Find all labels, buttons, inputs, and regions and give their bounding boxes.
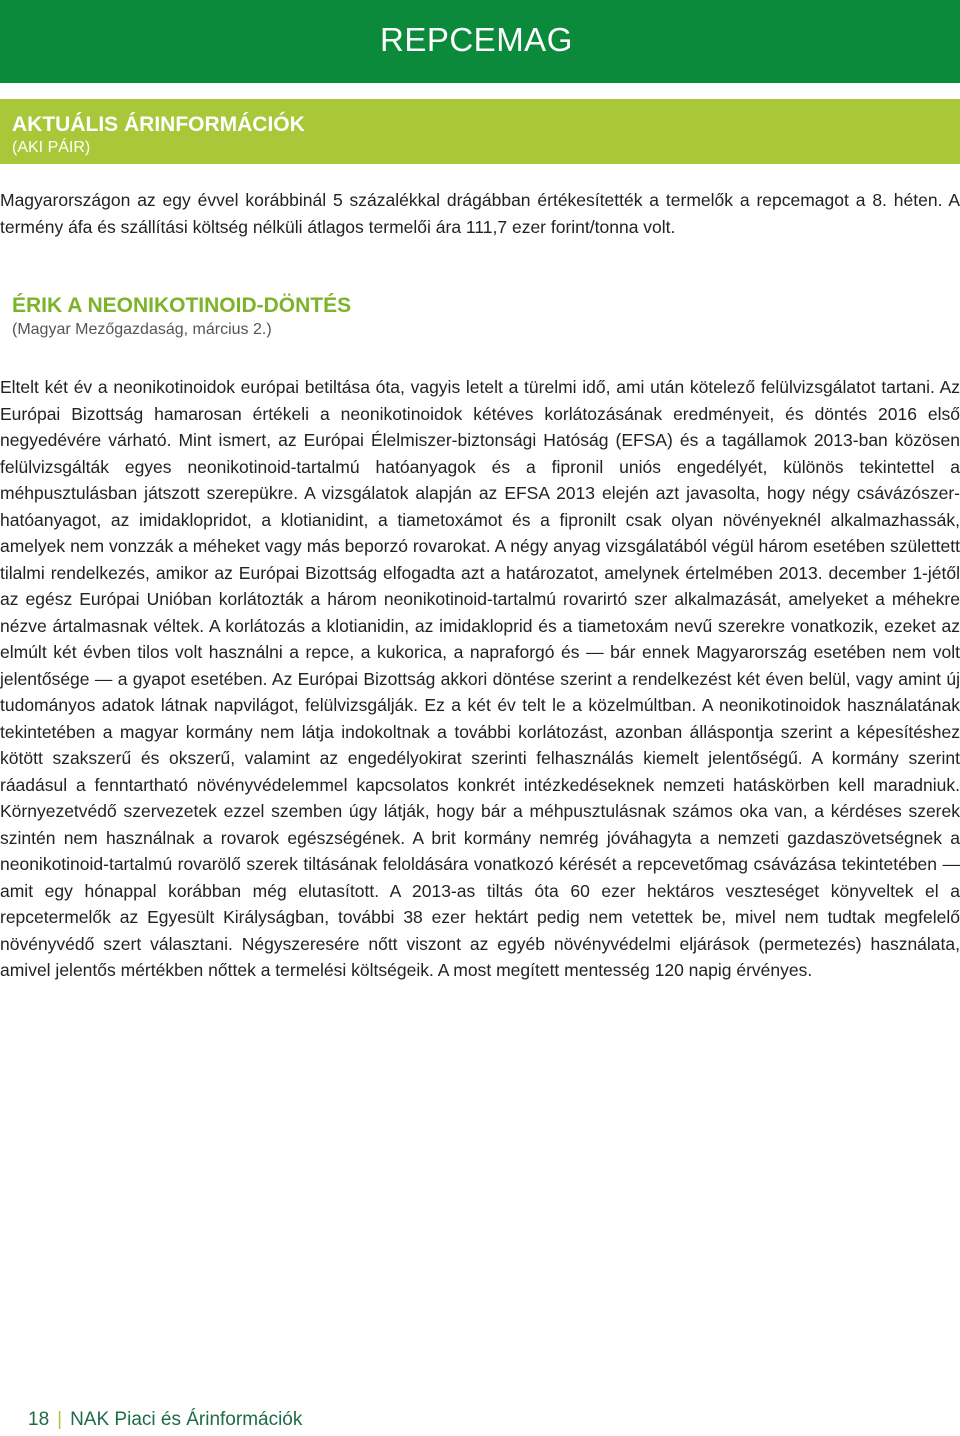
page-title: REPCEMAG	[380, 21, 573, 58]
section-heading-prices: AKTUÁLIS ÁRINFORMÁCIÓK	[12, 113, 305, 136]
section-source-prices: (AKI PÁIR)	[12, 139, 91, 156]
price-info-paragraph: Magyarországon az egy évvel korábbinál 5 százalékkal drágábban értékesítették a termelők a repcemagot a 8. héten. A termény áfa és szállítási költség nélküli átlagos termelői ára 111,7 ezer forint/tonna volt.	[0, 190, 960, 237]
article-source: (Magyar Mezőgazdaság, március 2.)	[12, 321, 272, 338]
page-number: 18	[28, 1409, 50, 1430]
publication-name: NAK Piaci és Árinformációk	[70, 1409, 303, 1430]
title-banner	[0, 0, 960, 83]
page-footer	[28, 1409, 302, 1431]
article-heading: ÉRIK A NEONIKOTINOID-DÖNTÉS	[12, 294, 352, 317]
section-header-bar	[0, 99, 960, 164]
footer-separator: |	[57, 1409, 63, 1430]
article-body: Eltelt két év a neonikotinoidok európai betiltása óta, vagyis letelt a türelmi idő, ami után kötelező felülvizsgálatot tartani. Az Európai Bizottság hamarosan értékeli a neonikotinoidok kétéves korlátozásának eredményeit, és döntés 2016 első negyedévére várható. Mint ismert, az Európai Élelmiszer-biztonsági Hatóság (EFSA) és a tagállamok 2013-ban közösen felülvizsgálták egyes neonikotinoid-tartalmú hatóanyagok és a fipronil uniós engedélyét, különös tekintettel a méhpusztulásban játszott szerepükre. A vizsgálatok alapján az EFSA 2013 elején azt javasolta, hogy négy csávázószer-hatóanyagot, az imidaklopridot, a klotianidint, a tiametoxámot és a fipronilt csak olyan növényeknél alkalmazhassák, amelyek nem vonzzák a méheket vagy más beporzó rovarokat. A négy anyag vizsgálatából végül három esetében születtett tilalmi rendelkezés, amikor az Európai Bizottság elfogadta azt a határozatot, amelynek értelmében 2013. december 1-jétől az egész Európai Unióban korlátozták a három neonikotinoid-tartalmú rovarirtó szer alkalmazását, amelyeket a méhekre nézve ártalmasnak véltek. A korlátozás a klotianidin, az imidakloprid és a tiametoxám nevű szerekre vonatkozik, ezeket az elmúlt két évben tilos volt használni a repce, a kukorica, a napraforgó és — bár ennek Magyarország esetében nem volt jelentősége — a gyapot esetében. Az Európai Bizottság akkori döntése szerint a rendelkezést két éven belül, vagy amint új tudományos adatok látnak napvilágot, felülvizsgálják. Ez a két év telt le a közelmúltban. A neonikotinoidok használatának tekintetében a magyar kormány nem látja indokoltnak a további korlátozást, azonban álláspontja szerint a képesítéshez kötött szakszerű és okszerű, valamint az engedélyokirat szerinti felhasználás kiemelt jelentőségű. A kormány szerint ráadásul a fenntartható növényvédelemmel kapcsolatos konkrét intézkedéseknek nemzeti hatáskörben kell maradniuk. Környezetvédő szervezetek ezzel szemben úgy látják, hogy bár a méhpusztulásnak számos oka van, a kérdéses szerek szintén nem használnak a rovarok egészségének. A brit kormány nemrég jóváhagyta a nemzeti gazdaszövetségnek a neonikotinoid-tartalmú rovarölő szerek tiltásának feloldására vonatkozó kérését a repcevetőmag csávázása tekintetében — amit egy hónappal korábban még elutasított. A 2013-as tiltás óta 60 ezer hektáros veszteséget könyveltek el a repcetermelők az Egyesült Királyságban, további 38 ezer hektárt pedig nem vetettek be, mivel nem tudtak megfelelő növényvédő szert választani. Négyszeresére nőtt viszont az egyéb növényvédelmi eljárások (permetezés) használata, amivel jelentős mértékben nőttek a termelési költségeik. A most megített mentesség 120 napig érvényes.	[0, 377, 960, 980]
